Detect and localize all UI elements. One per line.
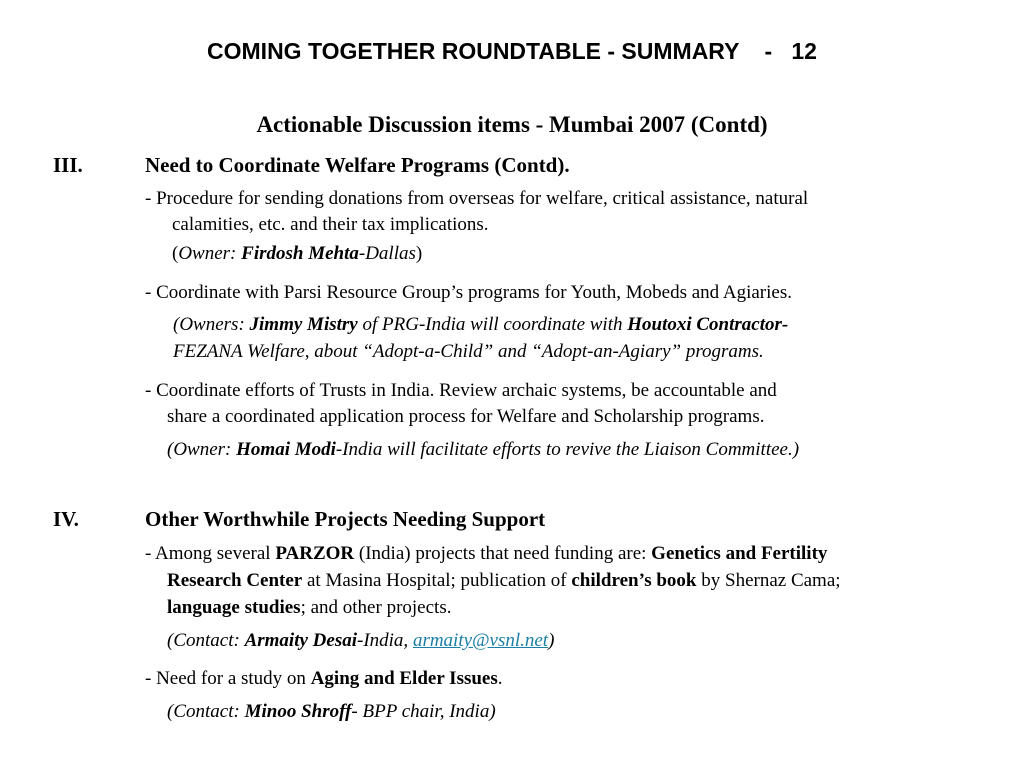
text-span: ; and other projects. <box>300 597 452 618</box>
page-subtitle: Actionable Discussion items - Mumbai 2007 (Contd) <box>256 112 768 137</box>
owner-name: Homai Modi <box>236 439 336 460</box>
text-span: PARZOR <box>275 543 355 564</box>
bullet-line <box>167 570 841 592</box>
bullet-line: - Coordinate with Parsi Resource Group’s programs for Youth, Mobeds and Agiaries. <box>145 282 792 303</box>
text-span: - BPP chair, India) <box>351 701 496 722</box>
text-span: (Contact: <box>167 701 245 722</box>
bullet-line <box>145 668 503 690</box>
bullet-line: - Coordinate efforts of Trusts in India. Review archaic systems, be accountable and <box>145 380 777 401</box>
bullet-line: share a coordinated application process for Welfare and Scholarship programs. <box>167 406 765 427</box>
contact-name: Minoo Shroff <box>244 701 352 722</box>
section-title: Need to Coordinate Welfare Programs (Contd). <box>145 153 570 177</box>
text-span: (Contact: <box>167 630 245 651</box>
bullet-line: calamities, etc. and their tax implications. <box>172 214 489 235</box>
text-span: ) <box>415 243 423 264</box>
text-span: . <box>497 668 503 689</box>
text-span: (Owners: <box>173 314 250 335</box>
text-span: language studies <box>167 597 301 618</box>
page-title: COMING TOGETHER ROUNDTABLE - SUMMARY - 12 <box>207 38 817 64</box>
bullet-line: - Procedure for sending donations from overseas for welfare, critical assistance, natural <box>145 188 809 209</box>
text-span: by Shernaz Cama; <box>696 570 841 591</box>
text-span: -Dallas <box>358 243 416 264</box>
text-span: -India, <box>357 630 413 651</box>
text-span: (Owner: <box>167 439 237 460</box>
text-span: ( <box>172 243 179 264</box>
owner-name: Jimmy Mistry <box>249 314 358 335</box>
section-number: IV. <box>53 507 79 531</box>
owner-name: Firdosh Mehta <box>241 243 359 264</box>
owner-line <box>167 439 799 461</box>
text-span: Aging and Elder Issues <box>310 668 498 689</box>
owner-line <box>172 243 422 265</box>
section-title: Other Worthwhile Projects Needing Support <box>145 507 546 531</box>
bullet-line <box>167 597 451 619</box>
bullet-line <box>145 543 827 565</box>
text-span: of PRG-India will coordinate with <box>357 314 628 335</box>
contact-name: Armaity Desai <box>244 630 357 651</box>
owner-line <box>173 314 788 336</box>
text-span: at Masina Hospital; publication of <box>302 570 572 591</box>
text-span: -India will facilitate efforts to revive the Liaison Committee.) <box>335 439 800 460</box>
text-span: ) <box>548 630 555 651</box>
owner-line: FEZANA Welfare, about “Adopt-a-Child” and “Adopt-an-Agiary” programs. <box>173 341 764 362</box>
owner-name: Houtoxi Contractor- <box>627 314 789 335</box>
email-link[interactable]: armaity@vsnl.net <box>412 630 549 651</box>
text-span: Research Center <box>167 570 303 591</box>
text-span: Owner: <box>178 243 242 264</box>
section-number: III. <box>53 153 83 177</box>
contact-line <box>167 630 554 652</box>
text-span: children’s book <box>571 570 697 591</box>
text-span: - Need for a study on <box>145 668 311 689</box>
text-span: - Among several <box>145 543 276 564</box>
text-span: Genetics and Fertility <box>651 543 828 564</box>
text-span: (India) projects that need funding are: <box>354 543 652 564</box>
contact-line <box>167 701 496 723</box>
